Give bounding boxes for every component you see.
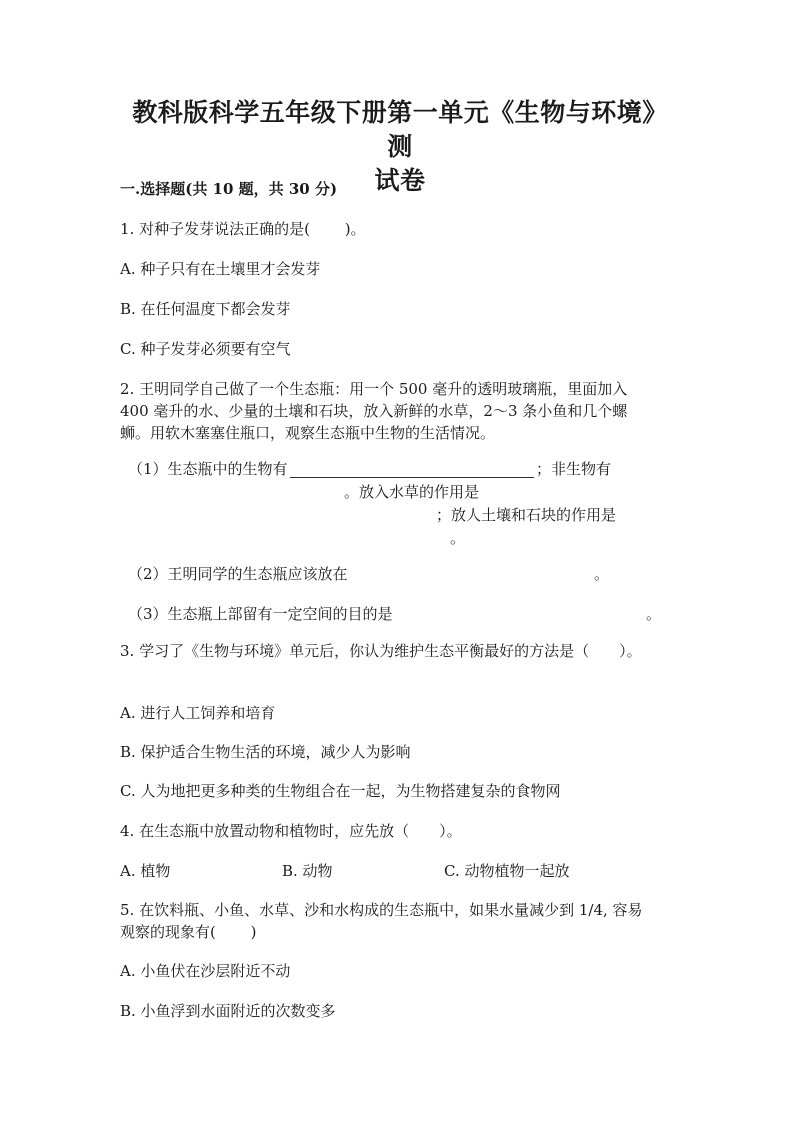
question-2-sub1-label: （1）生态瓶中的生物有 — [128, 460, 288, 478]
question-2-sub3-label: （3）生态瓶上部留有一定空间的目的是 — [128, 605, 393, 623]
question-5-option-b: B. 小鱼浮到水面附近的次数变多 — [120, 1002, 336, 1020]
question-3-option-a: A. 进行人工饲养和培育 — [120, 704, 276, 722]
question-4-option-b: B. 动物 — [282, 862, 333, 880]
question-4-stem: 4. 在生态瓶中放置动物和植物时，应先放（ ）。 — [120, 822, 462, 840]
question-2-sub2-label: （2）王明同学的生态瓶应该放在 — [128, 565, 348, 583]
question-1-option-a: A. 种子只有在土壤里才会发芽 — [120, 260, 321, 278]
question-2-sub1-end: 。 — [450, 529, 466, 547]
question-3-stem: 3. 学习了《生物与环境》单元后，你认为维护生态平衡最好的方法是（ ）。 — [120, 642, 642, 660]
question-3-option-c: C. 人为地把更多种类的生物组合在一起，为生物搭建复杂的食物网 — [120, 782, 561, 800]
section-heading: 一.选择题(共 10 题，共 30 分) — [120, 180, 338, 198]
question-5-stem-line-2: 观察的现象有( ) — [120, 923, 257, 941]
question-2-sub1-soil-role: ；放人土壤和石块的作用是 — [436, 506, 617, 524]
question-2-sub3-end: 。 — [646, 605, 662, 623]
question-2-sub1-plant-role: 。放入水草的作用是 — [344, 483, 480, 501]
answer-blank-organisms[interactable] — [290, 477, 534, 478]
question-1-stem: 1. 对种子发芽说法正确的是( )。 — [120, 220, 366, 238]
question-2-sub2-end: 。 — [594, 565, 610, 583]
question-4-option-c: C. 动物植物一起放 — [444, 862, 570, 880]
question-2-stem-line-1: 2. 王明同学自己做了一个生态瓶：用一个 500 毫升的透明玻璃瓶，里面加入 — [120, 380, 628, 398]
title-line-2: 试卷 — [374, 166, 426, 195]
question-2-stem-line-2: 400 毫升的水、少量的土壤和石块，放入新鲜的水草，2～3 条小鱼和几个螺 — [120, 402, 628, 420]
question-1-option-c: C. 种子发芽必须要有空气 — [120, 340, 291, 358]
question-5-stem-line-1: 5. 在饮料瓶、小鱼、水草、沙和水构成的生态瓶中，如果水量减少到 1/4, 容易 — [120, 901, 643, 919]
question-5-option-a: A. 小鱼伏在沙层附近不动 — [120, 962, 291, 980]
question-1-option-b: B. 在任何温度下都会发芽 — [120, 300, 291, 318]
title-line-1: 教科版科学五年级下册第一单元《生物与环境》测 — [132, 98, 668, 161]
question-3-option-b: B. 保护适合生物生活的环境，减少人为影响 — [120, 743, 411, 761]
question-4-option-a: A. 植物 — [120, 862, 171, 880]
question-2-stem-line-3: 蛳。用软木塞塞住瓶口，观察生态瓶中生物的生活情况。 — [120, 424, 496, 442]
question-2-sub1-nonliving: ；非生物有 — [536, 460, 612, 478]
